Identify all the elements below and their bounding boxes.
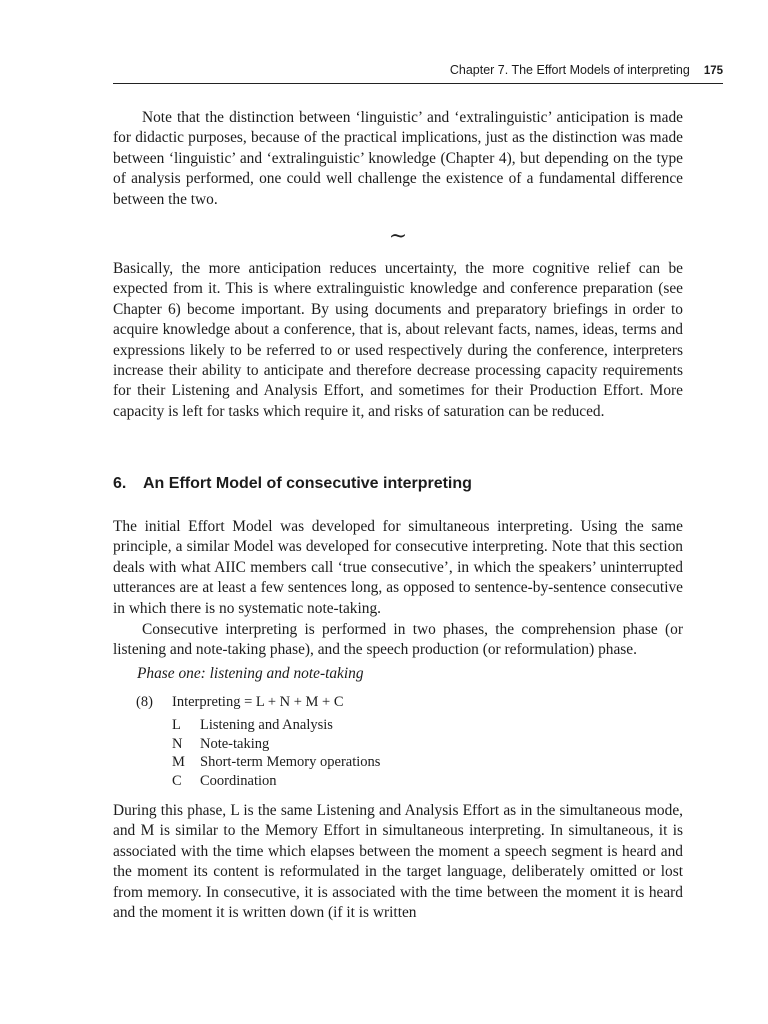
paragraph-initial-effort-model: The initial Effort Model was developed for simultaneous interpreting. Using the same principle, a similar Model was developed for consecutive interpreting. Note that this section deals with what AIIC members call ‘true consecutive’, in which the speakers’ uninterrupted utterances are at least a few sentences long, as opposed to sentence-by-sentence consecutive in which there is no systematic note-taking. <box>113 518 683 617</box>
legend-item <box>172 773 277 790</box>
section-title: An Effort Model of consecutive interpreting <box>143 475 472 492</box>
legend-meaning: Coordination <box>200 773 277 789</box>
section-number: 6. <box>113 475 127 492</box>
paragraph-cognitive-relief: Basically, the more anticipation reduces uncertainty, the more cognitive relief can be expected from it. This is where extralinguistic knowledge and conference preparation (see Chapter 6) become important. By using documents and preparatory briefings in order to acquire knowledge about a conference, that is, about relevant facts, names, ideas, terms and expressions likely to be referred to or used respectively during the conference, interpreters increase their ability to anticipate and therefore decrease processing capacity requirements for their Listening and Analysis Effort, and sometimes for their Production Effort. More capacity is left for tasks which require it, and risks of saturation can be reduced. <box>113 260 683 420</box>
legend-meaning: Note-taking <box>200 736 270 752</box>
paragraph-anticipation-distinction: Note that the distinction between ‘linguistic’ and ‘extralinguistic’ anticipation is made for didactic purposes, because of the practical implications, just as the distinction was made between ‘linguistic’ and ‘extralinguistic’ knowledge (Chapter 4), but depending on the type of analysis performed, one could well challenge the existence of a fundamental difference between the two. <box>113 109 683 208</box>
phase-one-label: Phase one: listening and note-taking <box>137 665 364 682</box>
legend-symbol: N <box>172 736 183 752</box>
paragraph-two-phases: Consecutive interpreting is performed in two phases, the comprehension phase (or listening and note-taking phase), and the speech production (or reformulation) phase. <box>113 621 683 659</box>
example-number: (8) <box>136 694 153 710</box>
running-header <box>113 63 723 84</box>
legend-meaning: Short-term Memory operations <box>200 754 381 770</box>
legend-symbol: L <box>172 717 181 733</box>
chapter-title: Chapter 7. The Effort Models of interpreting <box>449 63 690 77</box>
formula-text: Interpreting = L + N + M + C <box>172 694 344 710</box>
legend-symbol: M <box>172 754 185 770</box>
legend-symbol: C <box>172 773 182 789</box>
page-number: 175 <box>703 65 723 77</box>
section-heading <box>113 475 683 493</box>
legend-item <box>172 717 333 734</box>
formula-line <box>136 694 344 711</box>
legend-item <box>172 736 269 753</box>
legend-item <box>172 754 380 771</box>
legend-meaning: Listening and Analysis <box>200 717 333 733</box>
section-break-tilde: ~ <box>388 224 408 249</box>
paragraph-during-phase: During this phase, L is the same Listening and Analysis Effort as in the simultaneous mode, and M is similar to the Memory Effort in simultaneous interpreting. In simultaneous, it is associated with the time which elapses between the moment a speech segment is heard and the moment its content is reformulated in the target language, deliberately omitted or lost from memory. In consecutive, it is associated with the time between the moment it is heard and the moment it is written down (if it is written <box>113 802 683 922</box>
